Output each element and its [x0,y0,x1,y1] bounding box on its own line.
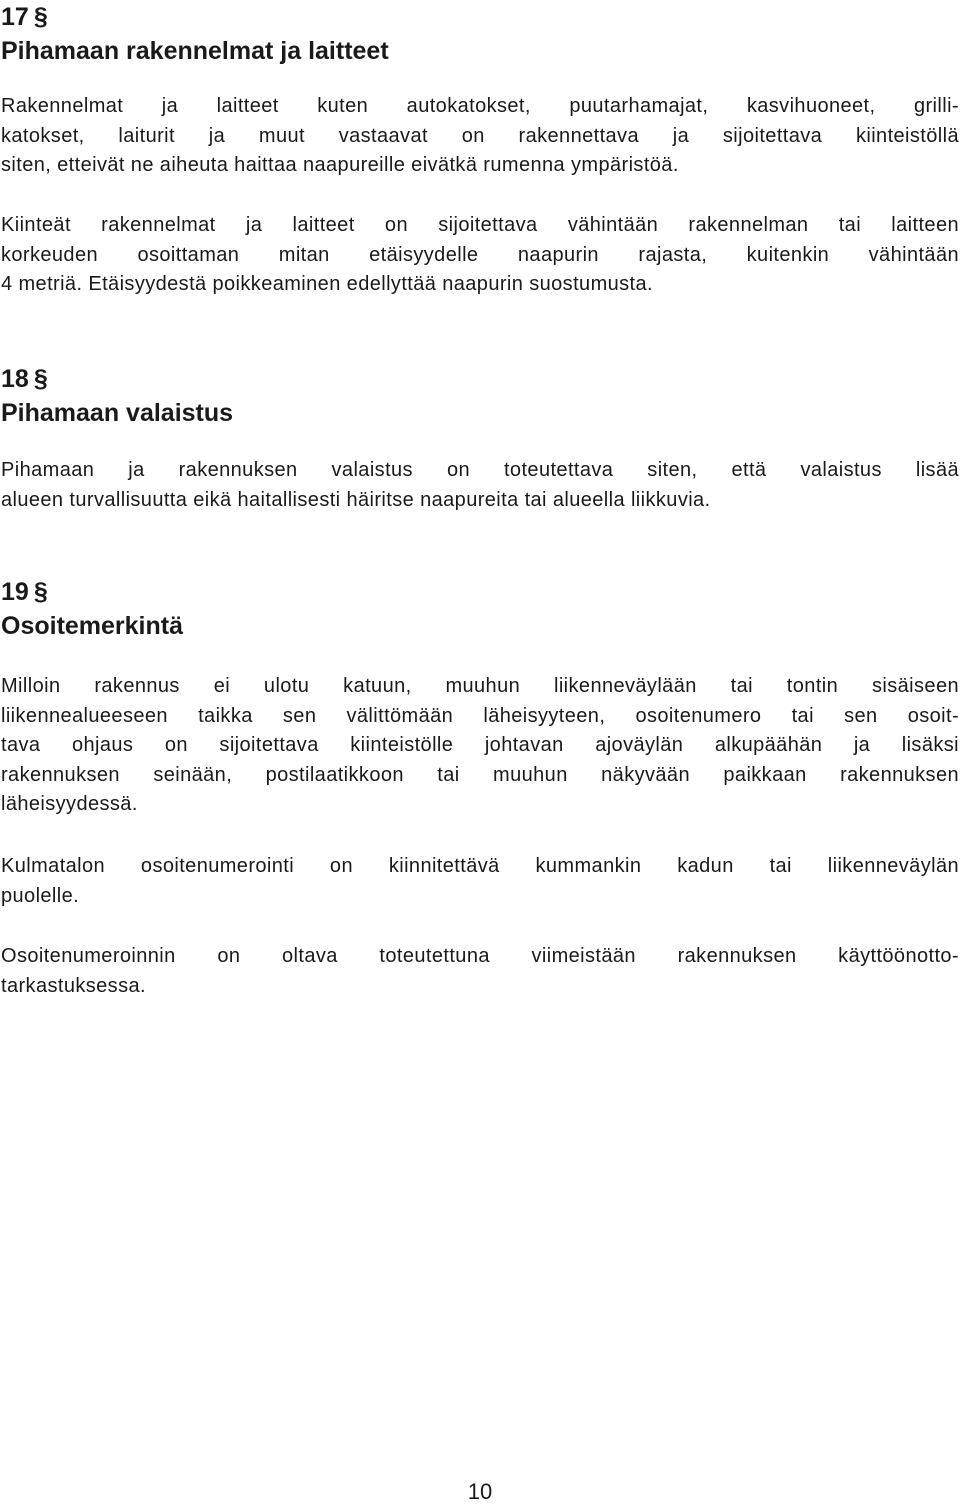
section-symbol: § [33,578,48,606]
text-line: 4 metriä. Etäisyydestä poikkeaminen edellyttää naapurin suostumusta. [1,273,653,295]
text-line: rakennuksen seinään, postilaatikkoon tai muuhun näkyvään paikkaan rakennuksen [1,763,959,786]
section-18 [0,362,960,511]
text-line: Rakennelmat ja laitteet kuten autokatokset, puutarhamajat, kasvihuoneet, grilli- [1,95,959,117]
text-line: Kulmatalon osoitenumerointi on kiinnitettävä kummankin kadun tai liikenneväylän [1,855,959,877]
text-line: liikennealueeseen taikka sen välittömään läheisyyteen, osoitenumero tai sen osoit- [1,704,959,727]
text-line: korkeuden osoittaman mitan etäisyydelle naapurin rajasta, kuitenkin vähintään [1,243,959,266]
text-line: Osoitenumeroinnin on oltava toteutettuna viimeistään rakennuksen käyttöönotto- [1,945,959,967]
text-line: tava ohjaus on sijoitettava kiinteistölle johtavan ajoväylän alkupäähän ja lisäksi [1,734,959,756]
section-title: Osoitemerkintä [1,612,184,640]
section-title: Pihamaan valaistus [1,399,234,427]
paragraph [0,456,959,515]
paragraph [0,942,959,1001]
section-number: 18 § [0,362,960,396]
section-number: 19 § [0,575,960,609]
section-17 [0,0,960,295]
text-line: Kiinteät rakennelmat ja laitteet on sijoitettava vähintään rakennelman tai laitteen [1,214,959,236]
text-line: katokset, laiturit ja muut vastaavat on rakennettava ja sijoitettava kiinteistöllä [1,124,959,147]
text-line: alueen turvallisuutta eikä haitallisesti häiritse naapureita tai alueella liikkuvia. [1,488,711,511]
page-number: 10 [467,1479,493,1504]
paragraph [0,672,959,820]
text-line: puolelle. [1,884,80,907]
paragraph [0,852,959,911]
paragraph [0,92,959,181]
section-number: 17 § [0,0,960,34]
text-line: Milloin rakennus ei ulotu katuun, muuhun liikenneväylään tai tontin sisäiseen [1,675,959,697]
paragraph [0,211,959,300]
text-line: tarkastuksessa. [1,974,146,997]
section-title: Pihamaan rakennelmat ja laitteet [1,37,389,65]
text-line: Pihamaan ja rakennuksen valaistus on toteutettava siten, että valaistus lisää [1,459,959,481]
section-19 [0,575,960,997]
section-symbol: § [33,3,48,31]
text-line: läheisyydessä. [1,793,138,815]
section-symbol: § [33,365,48,393]
text-line: siten, etteivät ne aiheuta haittaa naapureille eivätkä rumenna ympäristöä. [1,154,679,176]
